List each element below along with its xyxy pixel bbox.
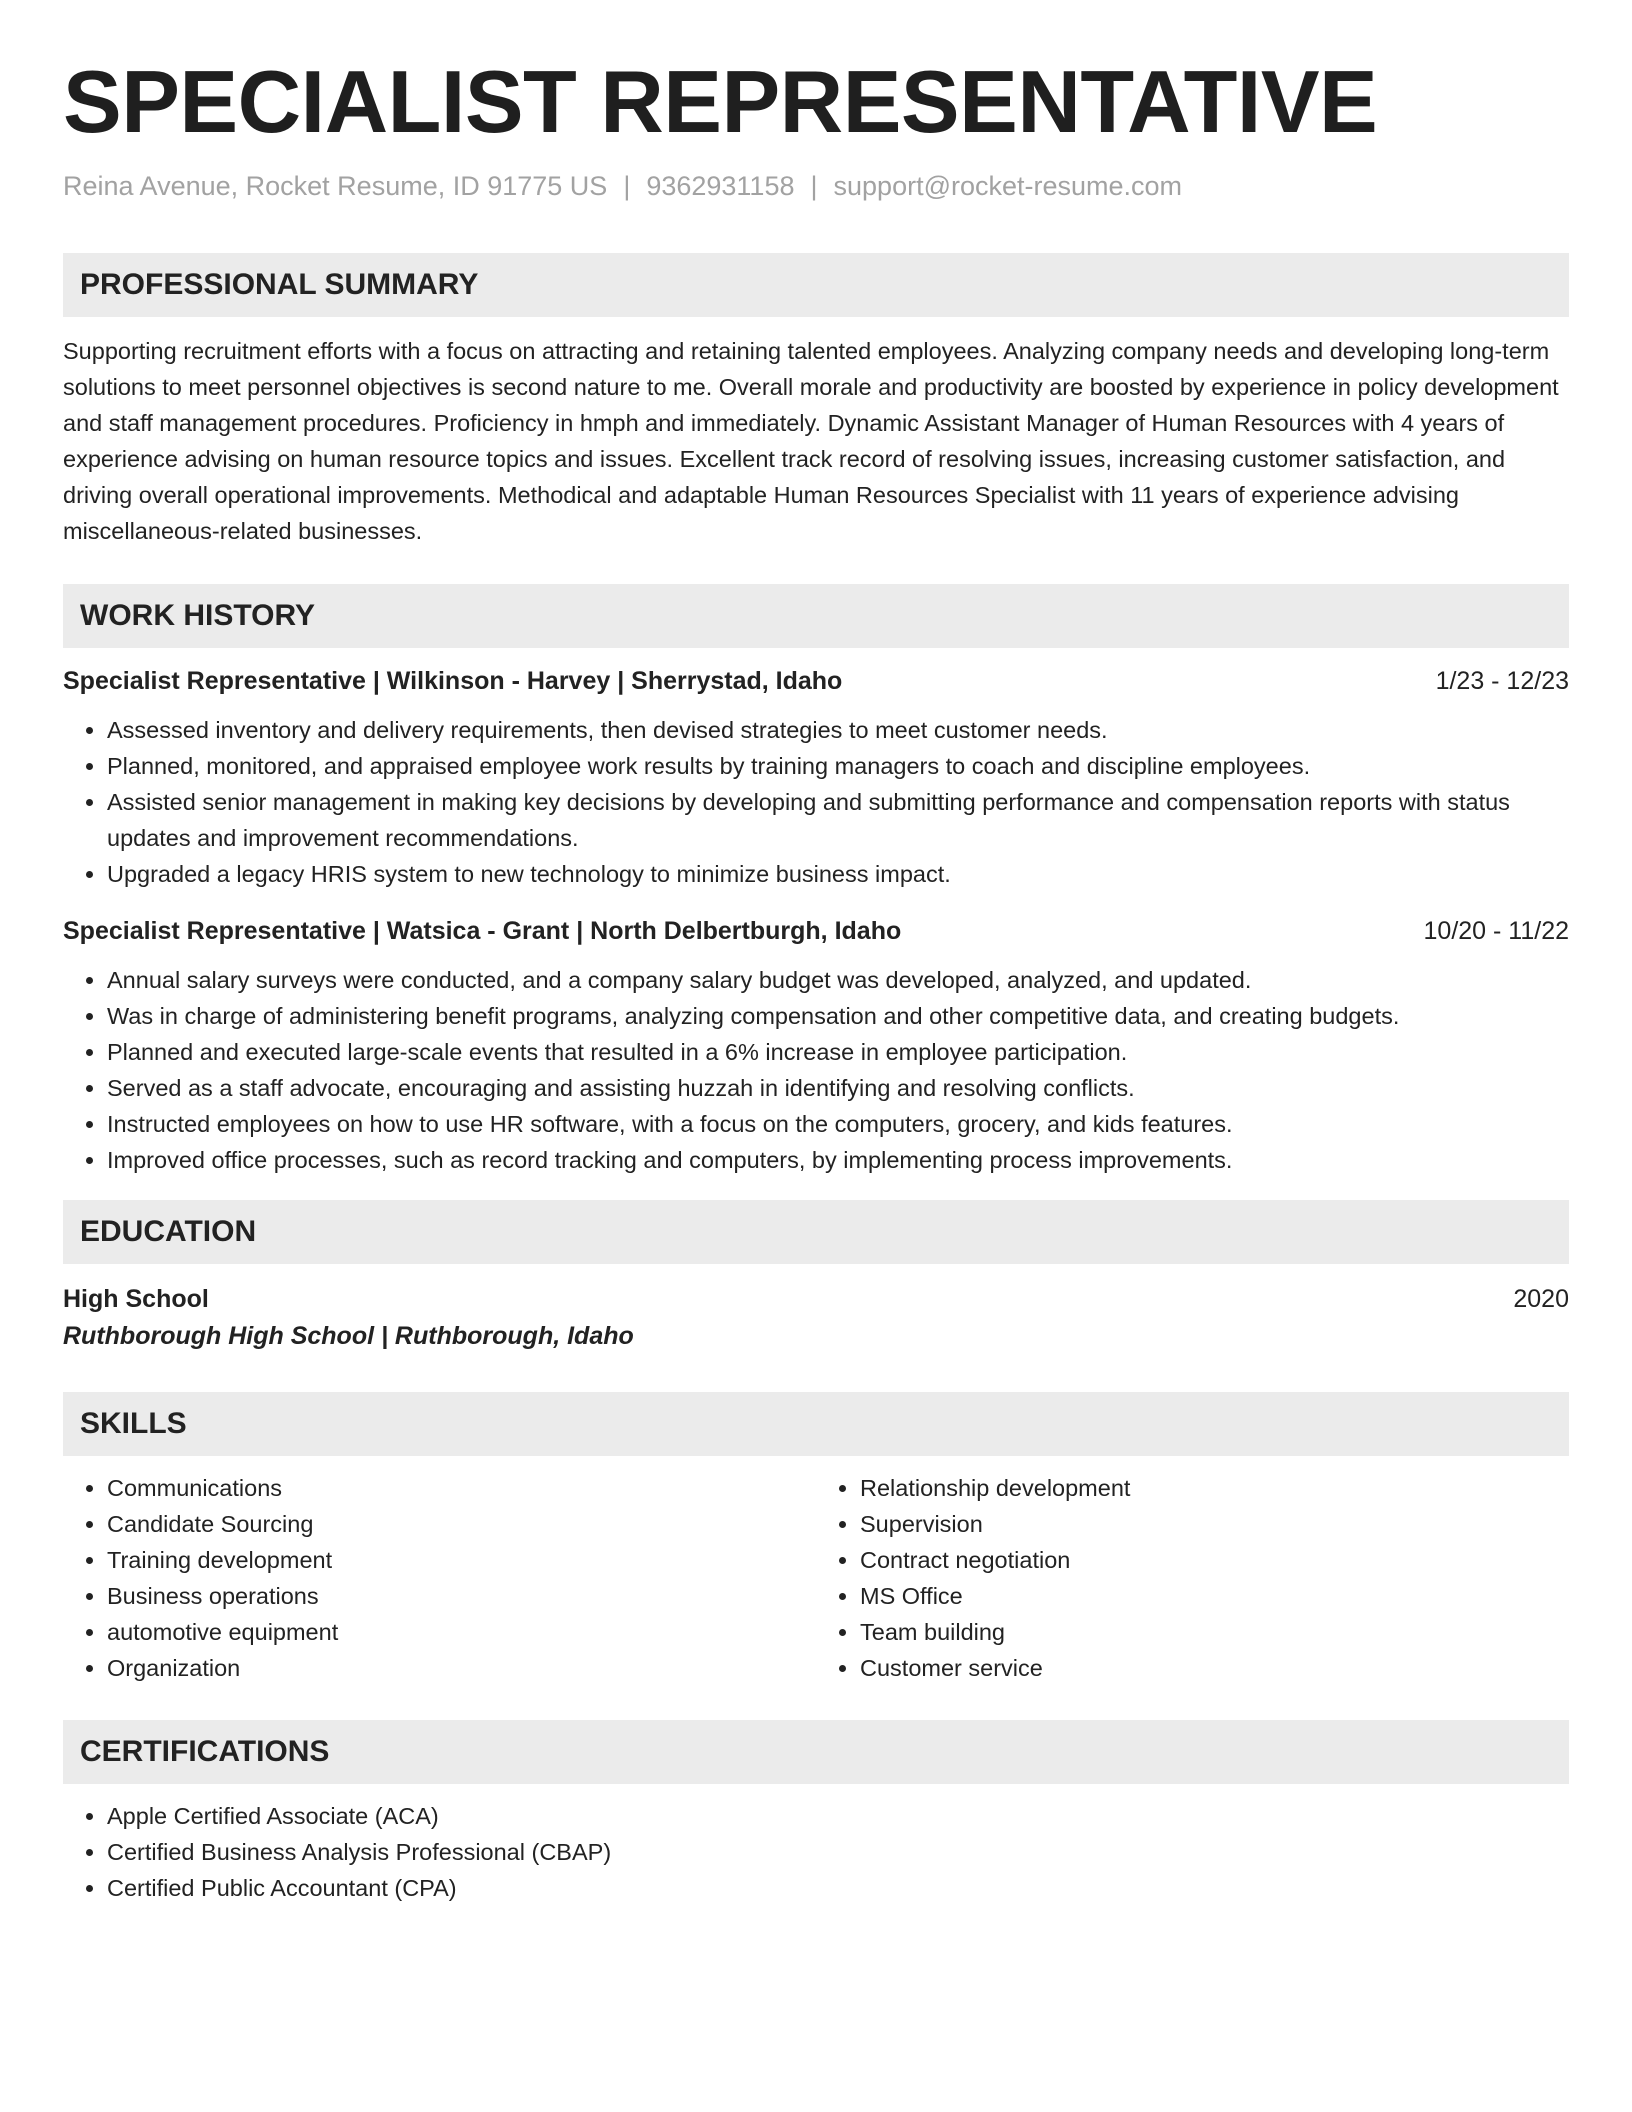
job-dates: 1/23 - 12/23 xyxy=(1435,667,1569,695)
education-header xyxy=(63,1282,1569,1316)
list-item: • Instructed employees on how to use HR software, with a focus on the computers, grocery, and kids features. xyxy=(107,1106,1569,1142)
list-item: • Planned, monitored, and appraised employee work results by training managers to coach and discipline employees. xyxy=(107,748,1569,784)
contact-separator: | xyxy=(623,171,631,201)
job-bullets xyxy=(63,962,1569,1178)
summary-text: Supporting recruitment efforts with a focus on attracting and retaining talented employees. Analyzing company needs and developing long-term solutions to meet personnel objectives is second nature to me. Overall morale and productivity are boosted by experience in policy development and staff management procedures. Proficiency in hmph and immediately. Dynamic Assistant Manager of Human Resources with 4 years of experience advising on human resource topics and issues. Excellent track record of resolving issues, increasing customer satisfaction, and driving overall operational improvements. Methodical and adaptable Human Resources Specialist with 11 years of experience advising miscellaneous-related businesses. xyxy=(63,338,1559,544)
list-item: • automotive equipment xyxy=(107,1614,816,1650)
list-item: • Team building xyxy=(860,1614,1569,1650)
list-item: • Supervision xyxy=(860,1506,1569,1542)
list-item: • MS Office xyxy=(860,1578,1569,1614)
list-item: • Served as a staff advocate, encouraging and assisting huzzah in identifying and resolving conflicts. xyxy=(107,1070,1569,1106)
list-item: • Training development xyxy=(107,1542,816,1578)
list-item: • Communications xyxy=(107,1470,816,1506)
certifications-list xyxy=(63,1798,1569,1906)
section-header-skills: SKILLS xyxy=(63,1392,1569,1456)
list-item: • Organization xyxy=(107,1650,816,1686)
skills-column-left xyxy=(63,1470,816,1686)
list-item: • Assisted senior management in making key decisions by developing and submitting performance and compensation reports with status updates and improvement recommendations. xyxy=(107,784,1569,856)
contact-separator: | xyxy=(810,171,818,201)
list-item: • Improved office processes, such as record tracking and computers, by implementing process improvements. xyxy=(107,1142,1569,1178)
list-item: • Annual salary surveys were conducted, and a company salary budget was developed, analyzed, and updated. xyxy=(107,962,1569,998)
contact-phone: 9362931158 xyxy=(646,171,795,201)
list-item: • Was in charge of administering benefit programs, analyzing compensation and other competitive data, and creating budgets. xyxy=(107,998,1569,1034)
list-item: • Assessed inventory and delivery requirements, then devised strategies to meet customer needs. xyxy=(107,712,1569,748)
skills-list xyxy=(816,1470,1569,1686)
candidate-name: SPECIALIST REPRESENTATIVE xyxy=(63,52,1378,151)
list-item: • Planned and executed large-scale events that resulted in a 6% increase in employee participation. xyxy=(107,1034,1569,1070)
job-bullets xyxy=(63,712,1569,892)
contact-line xyxy=(63,170,1569,202)
list-item: • Customer service xyxy=(860,1650,1569,1686)
list-item: • Certified Business Analysis Professional (CBAP) xyxy=(107,1834,1569,1870)
section-header-summary: PROFESSIONAL SUMMARY xyxy=(63,253,1569,317)
job-title: Specialist Representative | Wilkinson - Harvey | Sherrystad, Idaho xyxy=(63,667,843,695)
list-item: • Candidate Sourcing xyxy=(107,1506,816,1542)
skills-column-right xyxy=(816,1470,1569,1686)
education-entry xyxy=(63,1282,1569,1354)
contact-email: support@rocket-resume.com xyxy=(833,171,1183,201)
list-item: • Relationship development xyxy=(860,1470,1569,1506)
job-title: Specialist Representative | Watsica - Grant | North Delbertburgh, Idaho xyxy=(63,917,902,945)
education-year: 2020 xyxy=(1513,1285,1569,1313)
section-header-certifications: CERTIFICATIONS xyxy=(63,1720,1569,1784)
list-item: • Contract negotiation xyxy=(860,1542,1569,1578)
list-item: • Apple Certified Associate (ACA) xyxy=(107,1798,1569,1834)
skills-grid xyxy=(63,1470,1569,1686)
list-item: • Certified Public Accountant (CPA) xyxy=(107,1870,1569,1906)
section-header-education: EDUCATION xyxy=(63,1200,1569,1264)
education-school: Ruthborough High School | Ruthborough, Idaho xyxy=(63,1322,634,1350)
section-header-work-history: WORK HISTORY xyxy=(63,584,1569,648)
job-header xyxy=(63,914,1569,948)
list-item: • Business operations xyxy=(107,1578,816,1614)
list-item: • Upgraded a legacy HRIS system to new technology to minimize business impact. xyxy=(107,856,1569,892)
education-degree: High School xyxy=(63,1285,209,1313)
contact-address: Reina Avenue, Rocket Resume, ID 91775 US xyxy=(63,171,608,201)
job-header xyxy=(63,664,1569,698)
job-dates: 10/20 - 11/22 xyxy=(1423,917,1569,945)
skills-list xyxy=(63,1470,816,1686)
